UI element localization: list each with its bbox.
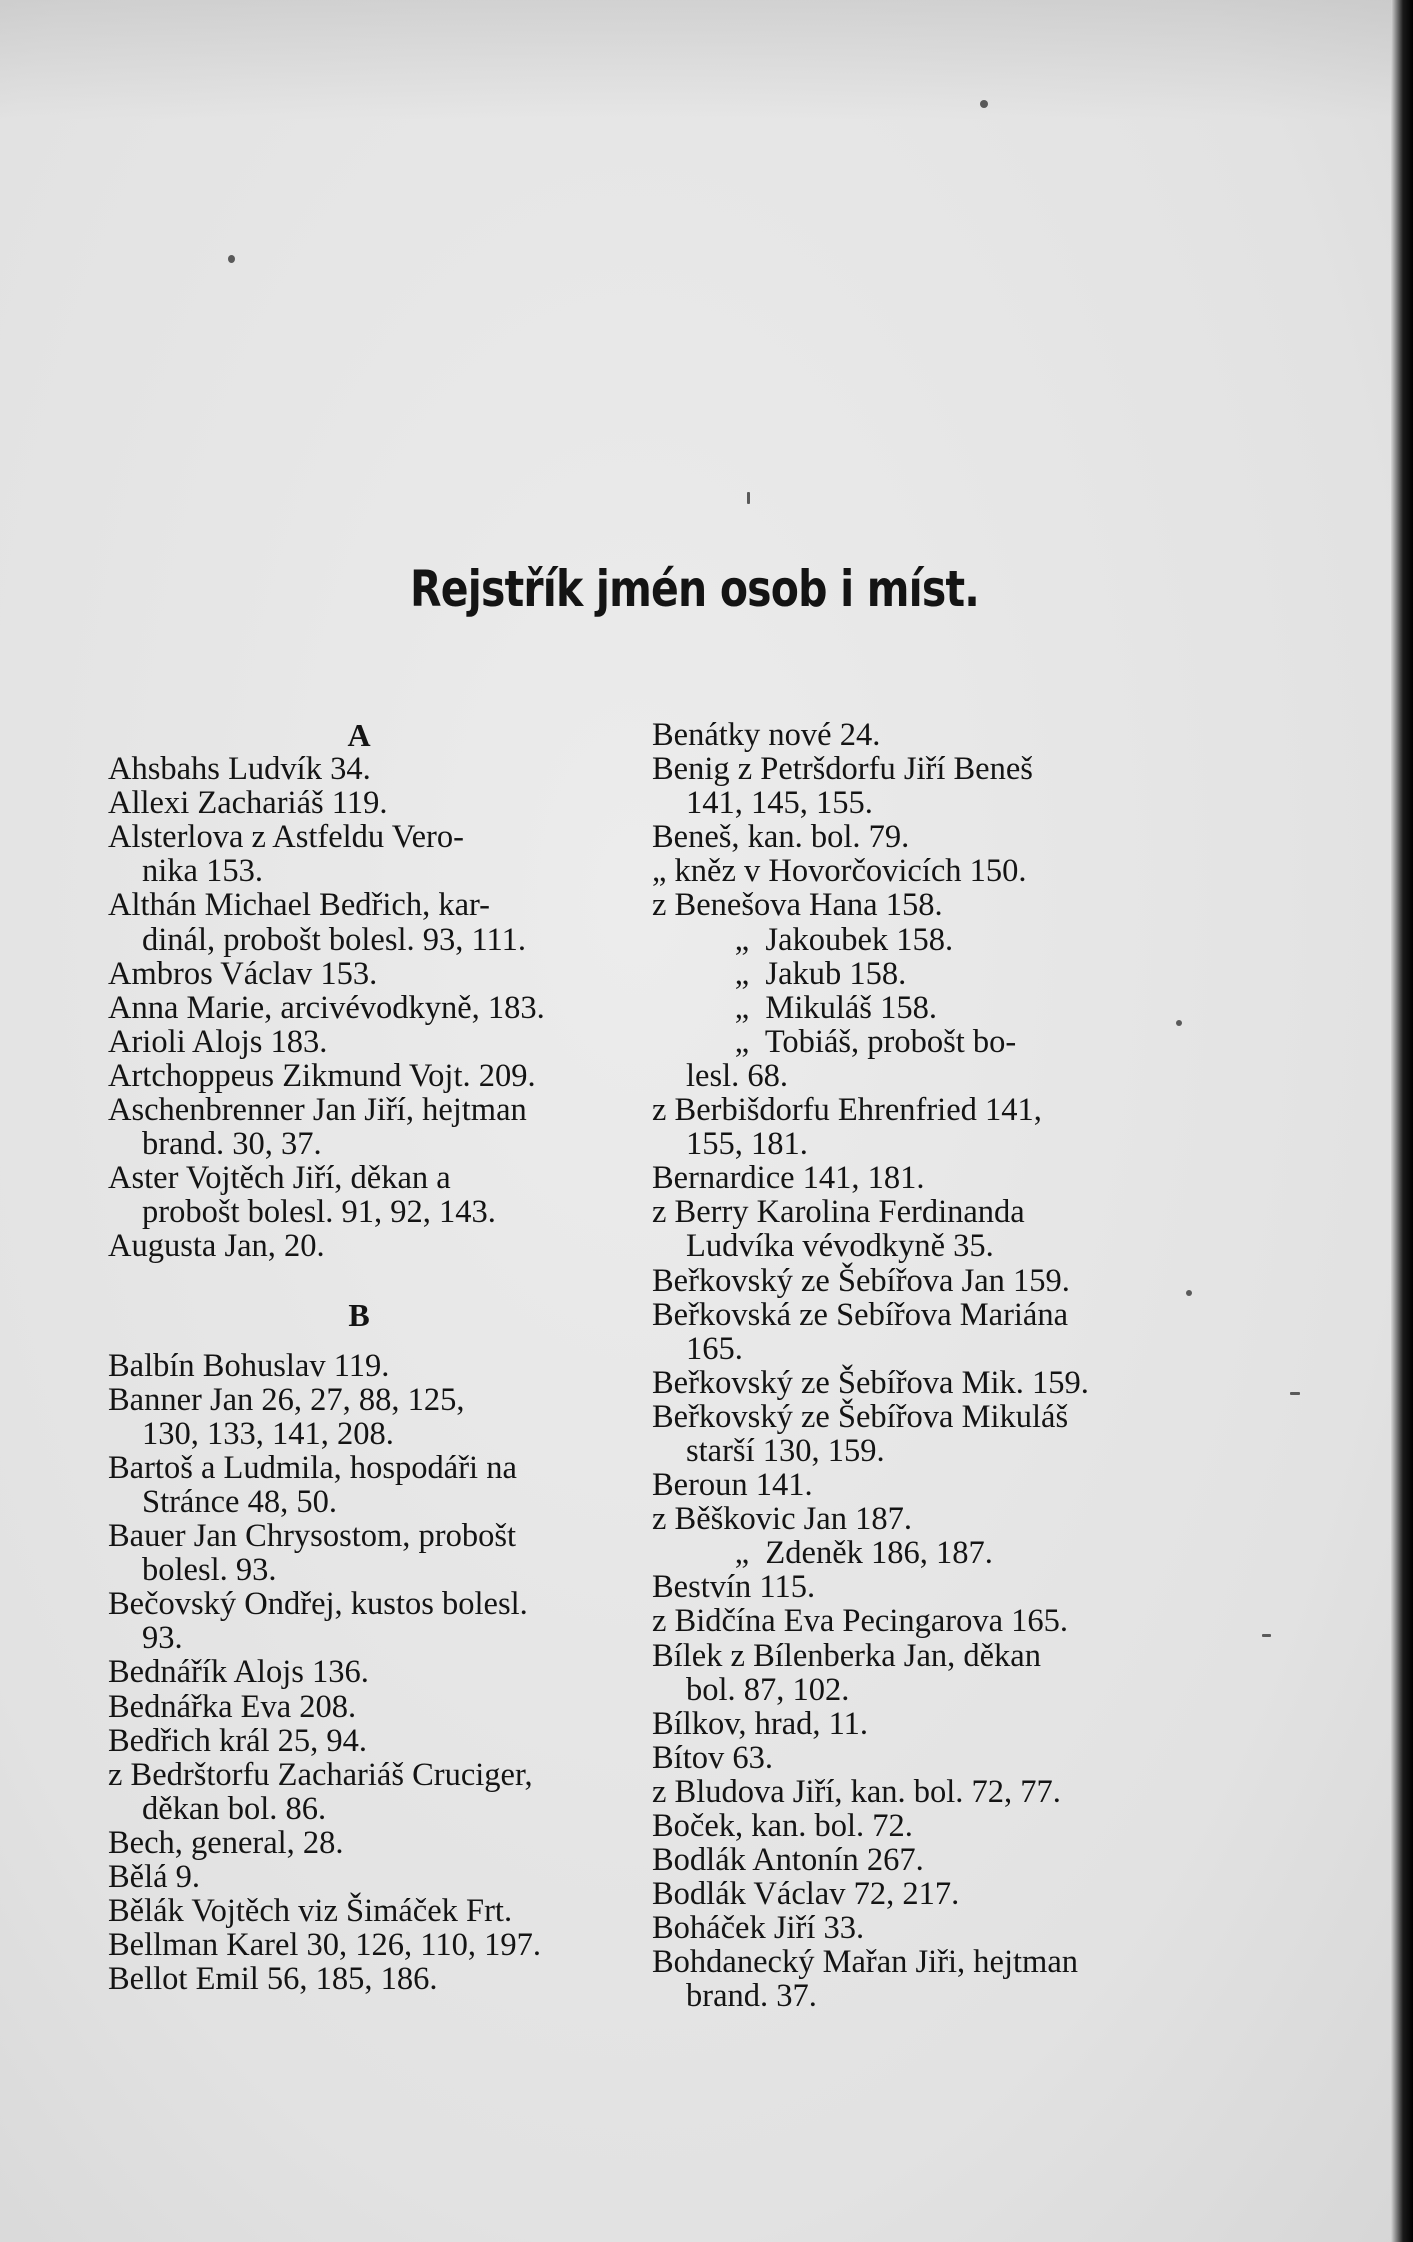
index-entry — [108, 786, 610, 820]
entry-line: „ Tobiáš, probošt bo- — [686, 1023, 1017, 1060]
section-gap — [108, 1332, 610, 1349]
index-entry — [108, 1093, 610, 1161]
index-entry — [108, 1161, 610, 1229]
print-speck — [228, 255, 235, 263]
entry-continuation: děkan bol. 86. — [142, 1790, 327, 1827]
index-entry — [108, 1962, 610, 1996]
entries-b — [108, 1349, 610, 1997]
index-entry — [108, 1690, 610, 1724]
index-entry — [108, 1860, 610, 1894]
index-entry — [652, 1570, 1162, 1604]
entries-a — [108, 752, 610, 1263]
index-entry — [652, 1775, 1162, 1809]
index-entry — [652, 854, 1162, 888]
index-entry — [108, 1758, 610, 1826]
index-entry — [108, 752, 610, 786]
page-title: Rejstřík jmén osob i míst. — [410, 560, 980, 618]
entry-line: Bellot Emil 56, 185, 186. — [108, 1961, 438, 1998]
index-column-right — [652, 718, 1162, 2014]
entry-line: Balbín Bohuslav 119. — [108, 1347, 390, 1384]
entry-continuation: probošt bolesl. 91, 92, 143. — [142, 1194, 496, 1231]
entry-line: Bestvín 115. — [652, 1569, 816, 1606]
entry-line: Althán Michael Bedřich, kar- — [108, 887, 490, 924]
index-column-left — [108, 718, 610, 1996]
print-speck — [1290, 1392, 1300, 1395]
entry-line: Bohdanecký Mařan Jiři, hejtman — [652, 1944, 1078, 1981]
entry-line: Boháček Jiří 33. — [652, 1910, 865, 1947]
index-entry — [108, 1383, 610, 1451]
index-entry — [108, 1724, 610, 1758]
entry-line: Beřkovský ze Šebířova Mik. 159. — [652, 1364, 1089, 1401]
entry-line: „ kněz v Hovorčovicích 150. — [652, 853, 1027, 890]
index-entry — [652, 752, 1162, 820]
index-entry — [108, 1928, 610, 1962]
entry-line: Anna Marie, arcivévodkyně, 183. — [108, 989, 545, 1026]
index-entry — [652, 1195, 1162, 1263]
entry-line: Beroun 141. — [652, 1467, 813, 1504]
section-letter-a: A — [347, 717, 371, 753]
entry-line: „ Jakoubek 158. — [686, 921, 954, 958]
entry-line: Aster Vojtěch Jiří, děkan a — [108, 1160, 451, 1197]
index-entry — [108, 1025, 610, 1059]
entry-continuation: 141, 145, 155. — [686, 785, 873, 822]
index-entry — [652, 957, 1162, 991]
entry-line: Bednářka Eva 208. — [108, 1688, 357, 1725]
entry-line: Bech, general, 28. — [108, 1824, 344, 1861]
index-entry — [652, 1911, 1162, 1945]
entry-line: Beřkovská ze Sebířova Mariána — [652, 1296, 1069, 1333]
index-entry — [652, 1502, 1162, 1536]
entry-line: Bodlák Antonín 267. — [652, 1842, 924, 1879]
entry-line: Bítov 63. — [652, 1739, 773, 1776]
index-entry — [652, 1536, 1162, 1570]
entry-line: z Bedrštorfu Zachariáš Cruciger, — [108, 1756, 533, 1793]
entry-continuation: 93. — [142, 1620, 183, 1657]
index-entry — [652, 923, 1162, 957]
entry-line: Bernardice 141, 181. — [652, 1160, 925, 1197]
entry-continuation: 165. — [686, 1330, 743, 1367]
entry-line: Ambros Václav 153. — [108, 955, 378, 992]
print-speck — [980, 100, 988, 108]
entry-line: Beneš, kan. bol. 79. — [652, 819, 910, 856]
index-entry — [652, 1298, 1162, 1366]
entry-line: z Benešova Hana 158. — [652, 887, 943, 924]
index-entry — [652, 1366, 1162, 1400]
book-spine-edge — [1391, 0, 1413, 2242]
entry-line: „ Zdeněk 186, 187. — [686, 1535, 993, 1572]
index-entry — [652, 1264, 1162, 1298]
index-entry — [652, 888, 1162, 922]
index-entry — [652, 820, 1162, 854]
print-speck — [1262, 1634, 1271, 1637]
entry-line: Bělák Vojtěch viz Šimáček Frt. — [108, 1893, 513, 1930]
print-speck — [1186, 1290, 1192, 1296]
entry-line: Bauer Jan Chrysostom, probošt — [108, 1518, 517, 1555]
entry-continuation: Ludvíka vévodkyně 35. — [686, 1228, 994, 1265]
entry-line: Aschenbrenner Jan Jiří, hejtman — [108, 1092, 527, 1129]
entry-line: Bečovský Ondřej, kustos bolesl. — [108, 1586, 528, 1623]
entry-continuation: starší 130, 159. — [686, 1432, 885, 1469]
entry-line: Bílek z Bílenberka Jan, děkan — [652, 1637, 1041, 1674]
print-speck — [747, 492, 750, 504]
index-entry — [108, 1519, 610, 1587]
entry-line: Bedřich král 25, 94. — [108, 1722, 368, 1759]
print-speck — [1176, 1020, 1182, 1026]
index-entry — [108, 888, 610, 956]
index-entry — [652, 1161, 1162, 1195]
entry-line: Ahsbahs Ludvík 34. — [108, 751, 371, 788]
entry-line: Arioli Alojs 183. — [108, 1023, 328, 1060]
section-gap — [108, 1264, 610, 1298]
entry-line: Bellman Karel 30, 126, 110, 197. — [108, 1927, 541, 1964]
index-entry — [652, 1639, 1162, 1707]
entry-line: z Berry Karolina Ferdinanda — [652, 1194, 1025, 1231]
index-entry — [652, 1093, 1162, 1161]
entry-line: z Bidčína Eva Pecingarova 165. — [652, 1603, 1069, 1640]
entry-line: Alsterlova z Astfeldu Vero- — [108, 819, 464, 856]
entry-continuation: bol. 87, 102. — [686, 1671, 850, 1708]
index-entry — [652, 1604, 1162, 1638]
entries-right — [652, 718, 1162, 2014]
entry-continuation: brand. 37. — [686, 1978, 817, 2015]
entry-continuation: bolesl. 93. — [142, 1552, 277, 1589]
index-entry — [108, 1894, 610, 1928]
section-letter-b: B — [348, 1296, 370, 1333]
entry-line: Boček, kan. bol. 72. — [652, 1808, 913, 1844]
entry-continuation: lesl. 68. — [686, 1057, 789, 1094]
entry-line: Allexi Zachariáš 119. — [108, 785, 388, 822]
entry-line: z Bludova Jiří, kan. bol. 72, 77. — [652, 1773, 1061, 1810]
index-entry — [108, 1826, 610, 1860]
entry-line: Augusta Jan, 20. — [108, 1228, 325, 1265]
index-entry — [108, 1451, 610, 1519]
entry-line: Bělá 9. — [108, 1859, 201, 1895]
index-entry — [652, 718, 1162, 752]
index-entry — [108, 957, 610, 991]
index-entry — [652, 1809, 1162, 1843]
entry-line: Artchoppeus Zikmund Vojt. 209. — [108, 1057, 536, 1094]
entry-continuation: Stránce 48, 50. — [142, 1483, 337, 1520]
entry-line: Bartoš a Ludmila, hospodáři na — [108, 1449, 517, 1486]
index-entry — [108, 1059, 610, 1093]
entry-line: „ Jakub 158. — [686, 955, 907, 992]
entry-line: Benátky nové 24. — [652, 717, 881, 753]
entry-continuation: 130, 133, 141, 208. — [142, 1415, 394, 1452]
entry-line: z Berbišdorfu Ehrenfried 141, — [652, 1092, 1042, 1129]
index-entry — [652, 1945, 1162, 2013]
index-entry — [108, 1587, 610, 1655]
index-entry — [652, 1025, 1162, 1093]
entry-line: „ Mikuláš 158. — [686, 989, 937, 1026]
entry-line: Banner Jan 26, 27, 88, 125, — [108, 1381, 465, 1418]
index-entry — [108, 1229, 610, 1263]
entry-line: Benig z Petršdorfu Jiří Beneš — [652, 751, 1033, 788]
index-entry — [108, 991, 610, 1025]
entry-line: Bednářík Alojs 136. — [108, 1654, 369, 1691]
entry-continuation: brand. 30, 37. — [142, 1126, 322, 1163]
index-entry — [108, 1655, 610, 1689]
page-top-shading — [0, 0, 1413, 120]
index-entry — [652, 1468, 1162, 1502]
entry-line: Bodlák Václav 72, 217. — [652, 1876, 960, 1913]
index-entry — [652, 1707, 1162, 1741]
entry-continuation: 155, 181. — [686, 1126, 808, 1163]
index-entry — [108, 1349, 610, 1383]
entry-line: z Běškovic Jan 187. — [652, 1501, 912, 1538]
index-entry — [652, 1400, 1162, 1468]
entry-line: Beřkovský ze Šebířova Mikuláš — [652, 1398, 1069, 1435]
index-entry — [652, 1877, 1162, 1911]
index-entry — [652, 991, 1162, 1025]
entry-line: Beřkovský ze Šebířova Jan 159. — [652, 1262, 1070, 1299]
index-entry — [652, 1843, 1162, 1877]
entry-continuation: nika 153. — [142, 853, 263, 890]
entry-line: Bílkov, hrad, 11. — [652, 1705, 869, 1742]
index-entry — [108, 820, 610, 888]
entry-continuation: dinál, probošt bolesl. 93, 111. — [142, 921, 526, 958]
index-entry — [652, 1741, 1162, 1775]
